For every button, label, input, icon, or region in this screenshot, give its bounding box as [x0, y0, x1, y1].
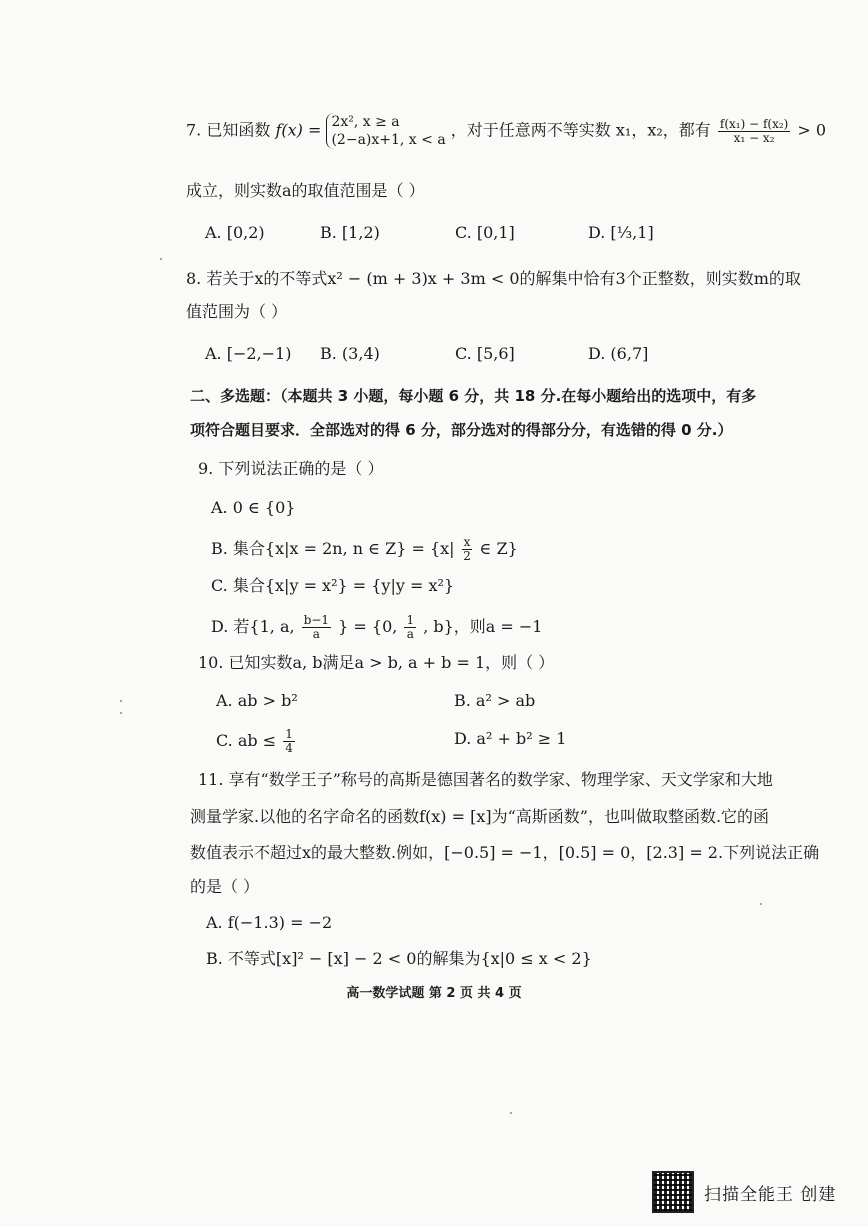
- scan-speck: [760, 903, 762, 905]
- q9-d-frac1-num: b−1: [303, 613, 330, 627]
- q11-line4: 的是（ ）: [190, 877, 260, 896]
- q9-b-fraction: [462, 536, 473, 563]
- q8-option-d: D. (6,7]: [588, 344, 649, 363]
- scan-speck: [510, 1112, 512, 1114]
- q9-option-d: [211, 614, 543, 641]
- q8-line1: 8. 若关于x的不等式x² − (m + 3)x + 3m < 0的解集中恰有3个正整数，则实数m的取: [186, 269, 801, 288]
- q9-b-frac-den: 2: [463, 549, 471, 563]
- q7-option-a: A. [0,2): [205, 223, 265, 242]
- q11-line3: 数值表示不超过x的最大整数.例如，[−0.5] = −1，[0.5] = 0，[2.3] = 2.下列说法正确: [190, 843, 820, 862]
- q10-stem: 10. 已知实数a, b满足a > b, a + b = 1，则（ ）: [198, 653, 555, 672]
- q9-d-frac1-den: a: [312, 627, 320, 641]
- q7-frac-den: x₁ − x₂: [733, 130, 775, 145]
- scanner-text: 扫描全能王 创建: [704, 1184, 837, 1205]
- q7-tail: > 0: [797, 120, 827, 140]
- q8-option-a: A. [−2,−1): [205, 344, 292, 363]
- q7-option-d: D. [⅓,1]: [588, 223, 654, 242]
- q7-mid: ，对于任意两不等实数: [450, 120, 611, 140]
- scan-speck: [120, 700, 122, 702]
- q7-fraction: [718, 118, 790, 145]
- q7-piece1: 2x², x ≥ a: [331, 114, 400, 130]
- q10-option-b: B. a² > ab: [454, 691, 536, 710]
- q11-line2: 测量学家.以他的名字命名的函数f(x) = [x]为“高斯函数”，也叫做取整函数.它的函: [190, 807, 770, 826]
- q9-option-b: [211, 536, 518, 563]
- page-footer: 高一数学试题 第 2 页 共 4 页: [346, 986, 522, 1001]
- q8-option-b: B. (3,4): [320, 344, 380, 363]
- q7-fx: f(x) =: [275, 120, 322, 140]
- q7-line1: [186, 113, 826, 149]
- q9-d-mid: } = {0,: [338, 617, 398, 636]
- q11-line1: 11. 享有“数学王子”称号的高斯是德国著名的数学家、物理学家、天文学家和大地: [198, 770, 773, 789]
- q8-option-c: C. [5,6]: [455, 344, 515, 363]
- q11-option-b: B. 不等式[x]² − [x] − 2 < 0的解集为{x|0 ≤ x < 2}: [206, 949, 592, 968]
- q9-b-frac-num: x: [463, 535, 471, 549]
- q11-option-a: A. f(−1.3) = −2: [206, 913, 333, 932]
- q10-c-frac-num: 1: [285, 727, 293, 741]
- q10-c-fraction: [283, 728, 295, 755]
- qr-code-icon: [652, 1171, 694, 1213]
- q7-option-b: B. [1,2): [320, 223, 380, 242]
- q9-b-suffix: ∈ Z}: [479, 539, 518, 558]
- q9-d-fraction1: [302, 614, 331, 641]
- q10-option-d: D. a² + b² ≥ 1: [454, 729, 567, 748]
- q10-c-frac-den: 4: [285, 741, 293, 755]
- q7-prefix: 7. 已知函数: [186, 120, 271, 140]
- q9-d-suffix: , b}，则a = −1: [423, 617, 543, 636]
- q7-frac-num: f(x₁) − f(x₂): [719, 116, 789, 131]
- q7-option-c: C. [0,1]: [455, 223, 515, 242]
- q7-vars: x₁，x₂，都有: [615, 120, 711, 140]
- q9-d-prefix: D. 若{1, a,: [211, 617, 295, 636]
- q7-piece2: (2−a)x+1, x < a: [331, 132, 446, 148]
- q7-piecewise: [326, 113, 445, 149]
- q7-line2: 成立，则实数a的取值范围是（ ）: [186, 181, 425, 200]
- q9-option-c: C. 集合{x|y = x²} = {y|y = x²}: [211, 576, 455, 595]
- q9-option-a: A. 0 ∈ {0}: [211, 498, 296, 517]
- q10-option-a: A. ab > b²: [216, 691, 298, 710]
- scan-speck: [160, 258, 162, 260]
- q8-line2: 值范围为（ ）: [186, 302, 288, 321]
- q9-stem: 9. 下列说法正确的是（ ）: [198, 459, 384, 478]
- scan-speck: [120, 712, 122, 714]
- q9-b-prefix: B. 集合{x|x = 2n, n ∈ Z} = {x|: [211, 539, 455, 558]
- section2-heading-line1: 二、多选题：（本题共 3 小题，每小题 6 分，共 18 分.在每小题给出的选项中，有多: [190, 387, 757, 405]
- q9-d-frac2-num: 1: [406, 613, 415, 627]
- scanner-watermark: [652, 1170, 836, 1214]
- section2-heading-line2: 项符合题目要求．全部选对的得 6 分，部分选对的得部分分，有选错的得 0 分.）: [190, 421, 733, 439]
- q9-d-fraction2: [404, 614, 416, 641]
- q10-option-c: [216, 728, 297, 755]
- q10-c-prefix: C. ab ≤: [216, 731, 277, 750]
- q9-d-frac2-den: a: [406, 627, 414, 641]
